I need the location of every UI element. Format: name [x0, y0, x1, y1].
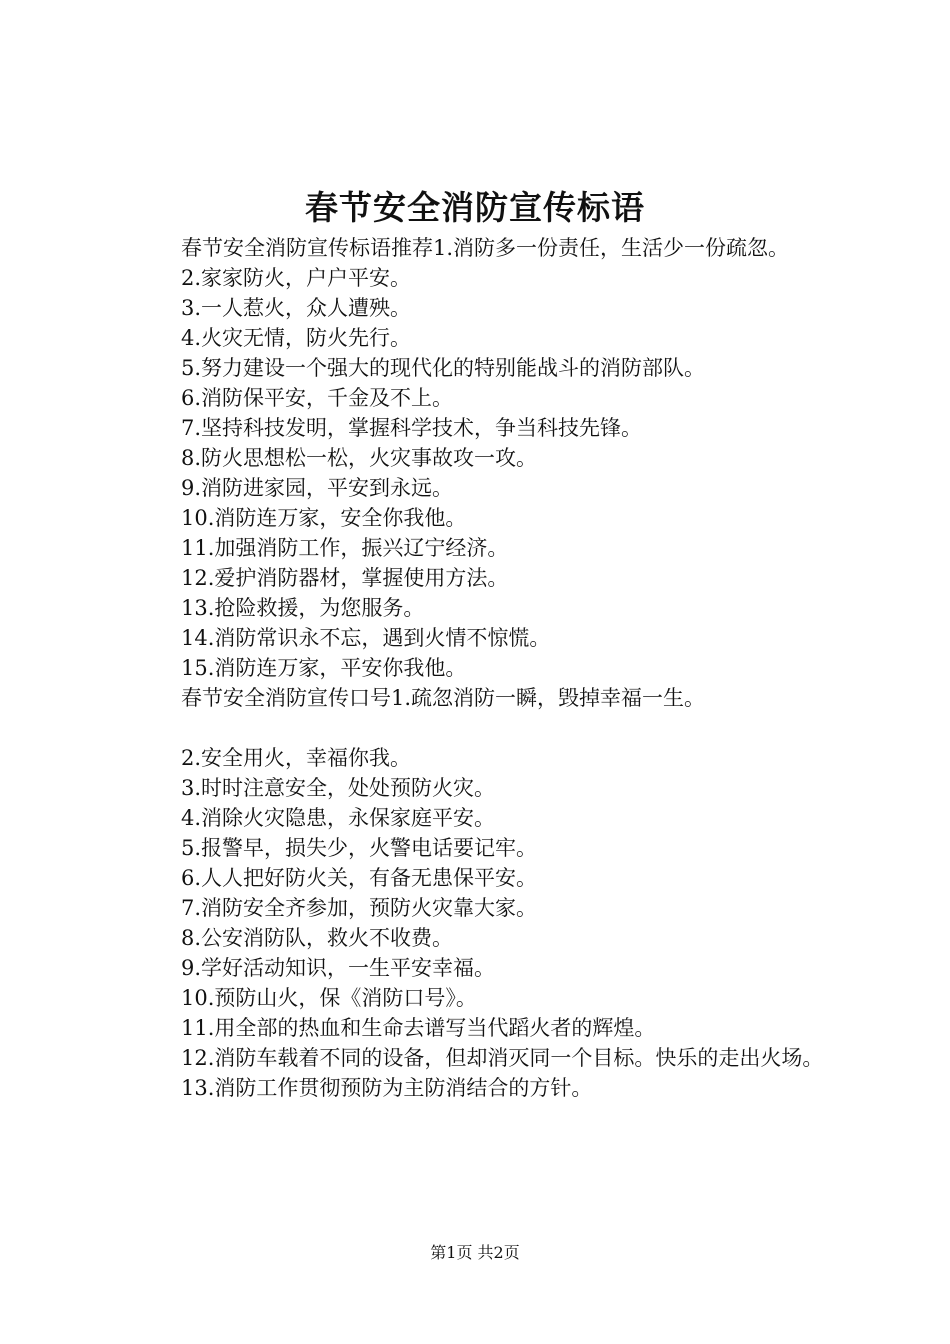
page-footer: 第1页 共2页 [430, 1243, 520, 1262]
list-item: 7.坚持科技发明，掌握科学技术，争当科技先锋。 [181, 416, 643, 440]
list-item: 12.消防车载着不同的设备，但却消灭同一个目标。快乐的走出火场。 [181, 1046, 824, 1070]
list-item: 8.防火思想松一松，火灾事故攻一攻。 [181, 446, 538, 470]
list-item: 14.消防常识永不忘，遇到火情不惊慌。 [181, 626, 551, 650]
list-item: 2.安全用火，幸福你我。 [181, 746, 412, 770]
list-item: 11.加强消防工作，振兴辽宁经济。 [181, 536, 509, 560]
section2-intro: 春节安全消防宣传口号1.疏忽消防一瞬，毁掉幸福一生。 [181, 686, 706, 710]
list-item: 13.抢险救援，为您服务。 [181, 596, 425, 620]
list-item: 9.消防进家园，平安到永远。 [181, 476, 454, 500]
list-item: 6.消防保平安，千金及不上。 [181, 386, 454, 410]
list-item: 12.爱护消防器材，掌握使用方法。 [181, 566, 509, 590]
list-item: 4.火灾无情，防火先行。 [181, 326, 412, 350]
list-item: 5.报警早，损失少，火警电话要记牢。 [181, 836, 538, 860]
list-item: 6.人人把好防火关，有备无患保平安。 [181, 866, 538, 890]
list-item: 13.消防工作贯彻预防为主防消结合的方针。 [181, 1076, 593, 1100]
list-item: 15.消防连万家，平安你我他。 [181, 656, 467, 680]
list-item: 10.预防山火，保《消防口号》。 [181, 986, 477, 1010]
list-item: 3.时时注意安全，处处预防火灾。 [181, 776, 496, 800]
section1-intro: 春节安全消防宣传标语推荐1.消防多一份责任，生活少一份疏忽。 [181, 236, 790, 260]
blank-line [130, 713, 840, 743]
list-item: 8.公安消防队，救火不收费。 [181, 926, 454, 950]
list-item: 10.消防连万家，安全你我他。 [181, 506, 467, 530]
page-title: 春节安全消防宣传标语 [305, 188, 645, 227]
list-item: 11.用全部的热血和生命去谱写当代蹈火者的辉煌。 [181, 1016, 656, 1040]
list-item: 5.努力建设一个强大的现代化的特别能战斗的消防部队。 [181, 356, 706, 380]
list-item: 4.消除火灾隐患，永保家庭平安。 [181, 806, 496, 830]
list-item: 3.一人惹火，众人遭殃。 [181, 296, 412, 320]
document-body [130, 233, 840, 1103]
list-item: 7.消防安全齐参加，预防火灾靠大家。 [181, 896, 538, 920]
list-item: 9.学好活动知识，一生平安幸福。 [181, 956, 496, 980]
list-item: 2.家家防火，户户平安。 [181, 266, 412, 290]
